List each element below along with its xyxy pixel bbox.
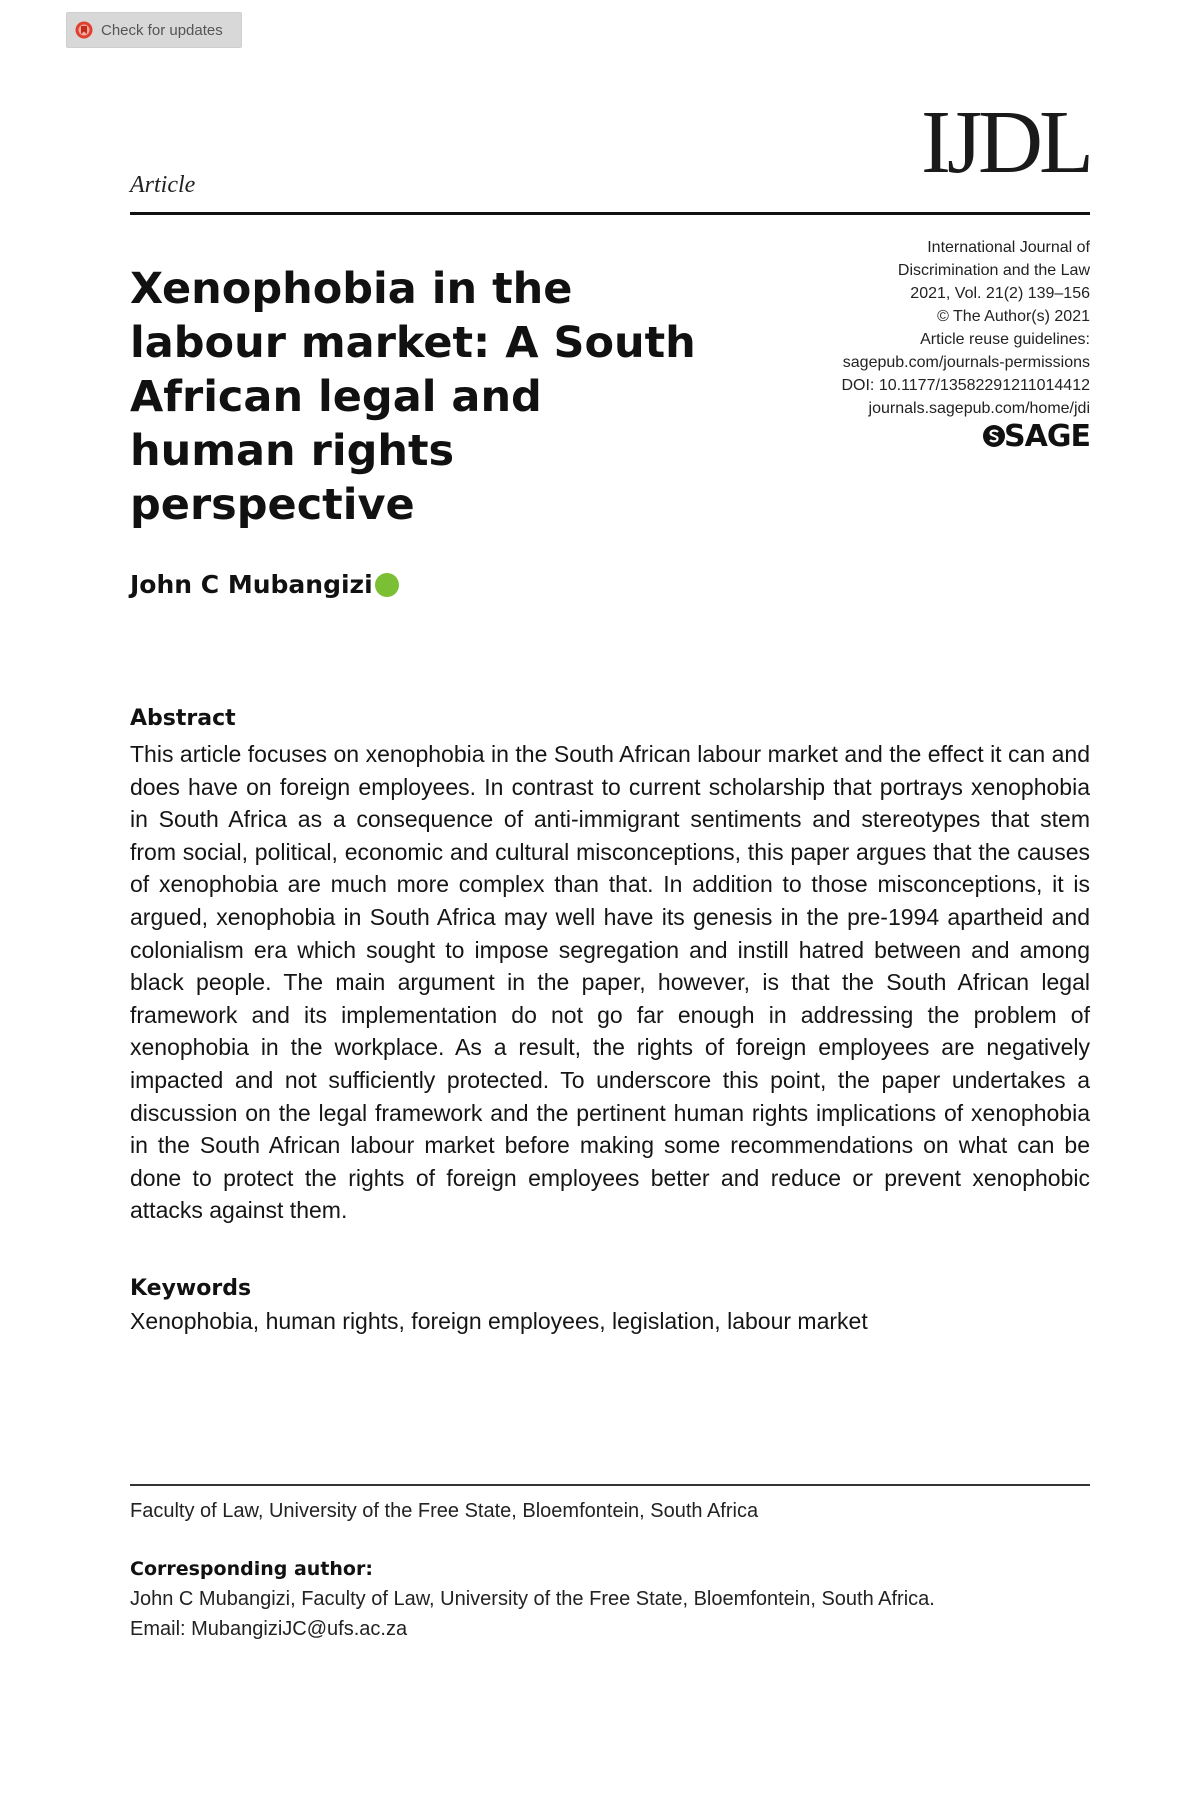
- author-affiliation: Faculty of Law, University of the Free State, Bloemfontein, South Africa: [130, 1500, 759, 1522]
- permissions-link[interactable]: sagepub.com/journals-permissions: [842, 354, 1090, 371]
- journal-logo: IJDL: [921, 93, 1090, 192]
- journal-name-line1: International Journal of: [927, 239, 1090, 256]
- footer-divider: [130, 1484, 1090, 1486]
- article-type-label: Article: [130, 172, 196, 198]
- publisher-logo-text: SAGE: [1004, 418, 1090, 454]
- abstract-text: This article focuses on xenophobia in the South African labour market and the effect it can and does have on foreign employees. In contrast to current scholarship that portrays xenophobia in South Africa as a consequence of anti-immigrant sentiments and stereotypes that stem from social, political, economic and cultural misconceptions, this paper argues that the causes of xenophobia are much more complex than that. In addition to those misconceptions, it is argued, xenophobia in South Africa may well have its genesis in the pre-1994 apartheid and colonialism era which sought to impose segregation and instill hatred between and among black people. The main argument in the paper, however, is that the South African legal framework and its implementation do not go far enough in addressing the problem of xenophobia in the workplace. As a result, the rights of foreign employees are negatively impacted and not sufficiently protected. To underscore this point, the paper undertakes a discussion on the legal framework and the pertinent human rights implications of xenophobia in the South African labour market before making some recommendations on what can be done to protect the rights of foreign employees better and reduce or prevent xenophobic attacks against them.: [130, 741, 1090, 1224]
- doi-link[interactable]: DOI: 10.1177/13582291211014412: [841, 377, 1090, 394]
- check-for-updates-button[interactable]: [66, 12, 242, 48]
- corresponding-author-email[interactable]: Email: MubangiziJC@ufs.ac.za: [130, 1618, 408, 1640]
- check-for-updates-label: Check for updates: [101, 21, 223, 39]
- crossmark-icon: [75, 21, 93, 39]
- keywords-text: Xenophobia, human rights, foreign employees, legislation, labour market: [130, 1308, 868, 1334]
- journal-name-line2: Discrimination and the Law: [897, 262, 1090, 279]
- reuse-guidelines-label: Article reuse guidelines:: [920, 331, 1090, 348]
- author-block: [130, 570, 399, 599]
- journal-meta: [760, 236, 1090, 454]
- corresponding-author-address: John C Mubangizi, Faculty of Law, University of the Free State, Bloemfontein, South Africa.: [130, 1588, 935, 1610]
- header-divider: [130, 212, 1090, 215]
- article-title: Xenophobia in the labour market: A South African legal and human rights perspective: [130, 264, 696, 530]
- publisher-logo: [760, 418, 1090, 454]
- sage-logo-icon: [982, 424, 1006, 448]
- copyright: © The Author(s) 2021: [937, 308, 1090, 325]
- citation: 2021, Vol. 21(2) 139–156: [910, 285, 1090, 302]
- author-name: John C Mubangizi: [130, 570, 373, 599]
- orcid-icon[interactable]: [375, 573, 399, 597]
- abstract-heading: Abstract: [130, 706, 236, 731]
- journal-home-link[interactable]: journals.sagepub.com/home/jdi: [868, 400, 1090, 417]
- keywords-heading: Keywords: [130, 1276, 252, 1301]
- corresponding-author-heading: Corresponding author:: [130, 1558, 373, 1580]
